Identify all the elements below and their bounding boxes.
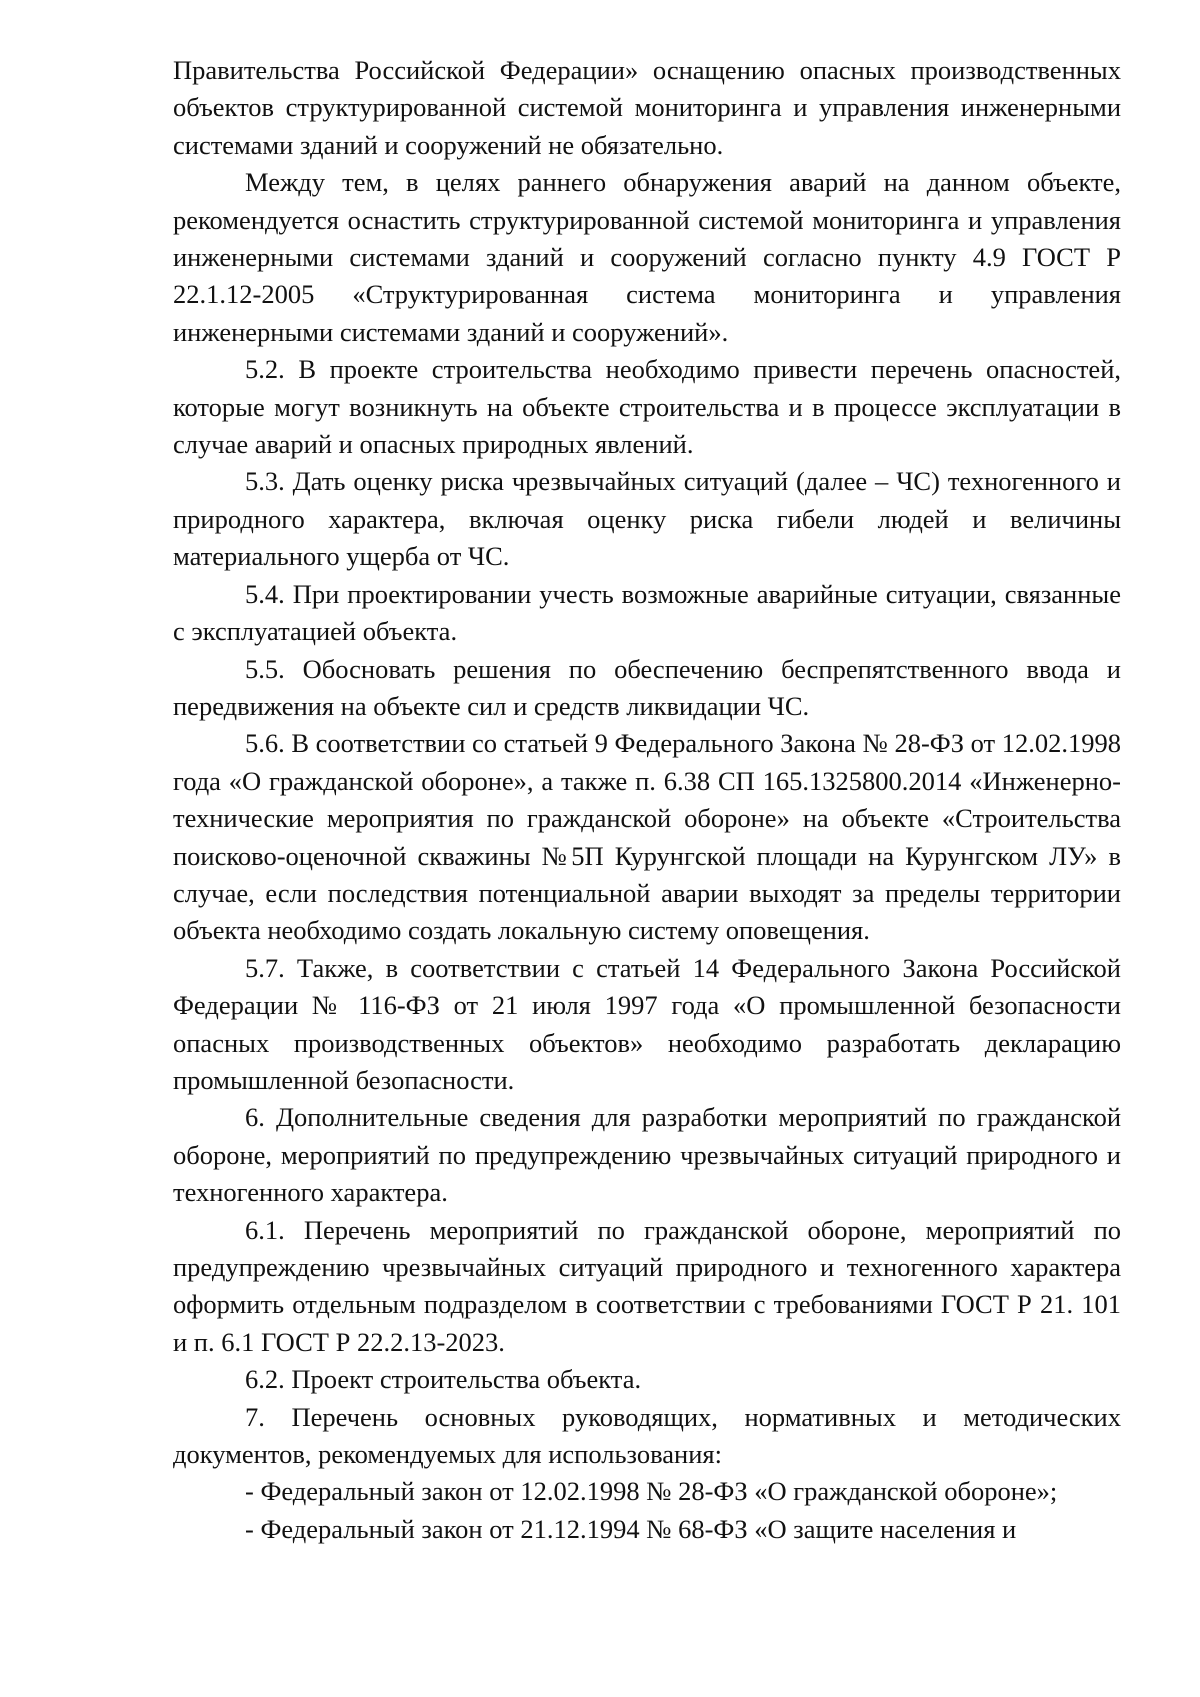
paragraph-7: 7. Перечень основных руководящих, нормативных и методических документов, рекомендуемых для использования:: [173, 1401, 1121, 1470]
paragraph-5-4: 5.4. При проектировании учесть возможные аварийные ситуации, связанные с эксплуатацией объекта.: [173, 578, 1121, 647]
paragraph-5-2: 5.2. В проекте строительства необходимо привести перечень опасностей, которые могут возникнуть на объекте строительства и в процессе эксплуатации в случае аварий и опасных природных явлений.: [173, 354, 1121, 460]
document-page: [173, 52, 1121, 1548]
paragraph-early-detection: Между тем, в целях раннего обнаружения аварий на данном объекте, рекомендуется оснастить структурированной системой мониторинга и управления инженерными системами зданий и сооружений согласно пункту 4.9 ГОСТ Р 22.1.12-2005 «Структурированная система мониторинга и управления инженерными системами зданий и сооружений».: [173, 167, 1121, 347]
paragraph-5-3: 5.3. Дать оценку риска чрезвычайных ситуаций (далее – ЧС) техногенного и природного характера, включая оценку риска гибели людей и величины материального ущерба от ЧС.: [173, 466, 1121, 572]
paragraph-5-5: 5.5. Обосновать решения по обеспечению беспрепятственного ввода и передвижения на объекте сил и средств ликвидации ЧС.: [173, 653, 1121, 721]
list-item-federal-law-28: - Федеральный закон от 12.02.1998 № 28-ФЗ «О гражданской обороне»;: [245, 1476, 1058, 1507]
list-item-federal-law-68: - Федеральный закон от 21.12.1994 № 68-ФЗ «О защите населения и: [245, 1513, 1017, 1544]
paragraph-6-2: 6.2. Проект строительства объекта.: [245, 1364, 642, 1395]
paragraph-6: 6. Дополнительные сведения для разработки мероприятий по гражданской обороне, мероприятий по предупреждению чрезвычайных ситуаций природного и техногенного характера.: [173, 1102, 1121, 1208]
paragraph-5-7: 5.7. Также, в соответствии с статьей 14 Федерального Закона Российской Федерации № 116-ФЗ от 21 июля 1997 года «О промышленной безопасности опасных производственных объектов» необходимо разработать декларацию промышленной безопасности.: [173, 952, 1121, 1095]
paragraph-5-6: 5.6. В соответствии со статьей 9 Федерального Закона № 28-ФЗ от 12.02.1998 года «О гражданской обороне», а также п. 6.38 СП 165.1325800.2014 «Инженерно-технические мероприятия по гражданской обороне» на объекте «Строительства поисково-оценочной скважины №5П Курунгской площади на Курунгском ЛУ» в случае, если последствия потенциальной аварии выходят за пределы территории объекта необходимо создать локальную систему оповещения.: [173, 728, 1122, 946]
paragraph-6-1: 6.1. Перечень мероприятий по гражданской обороне, мероприятий по предупреждению чрезвычайных ситуаций природного и техногенного характера оформить отдельным подразделом в соответствии с требованиями ГОСТ Р 21. 101 и п. 6.1 ГОСТ Р 22.2.13-2023.: [173, 1214, 1121, 1357]
paragraph-continuation: Правительства Российской Федерации» оснащению опасных производственных объектов структурированной системой мониторинга и управления инженерными системами зданий и сооружений не обязательно.: [173, 55, 1121, 160]
